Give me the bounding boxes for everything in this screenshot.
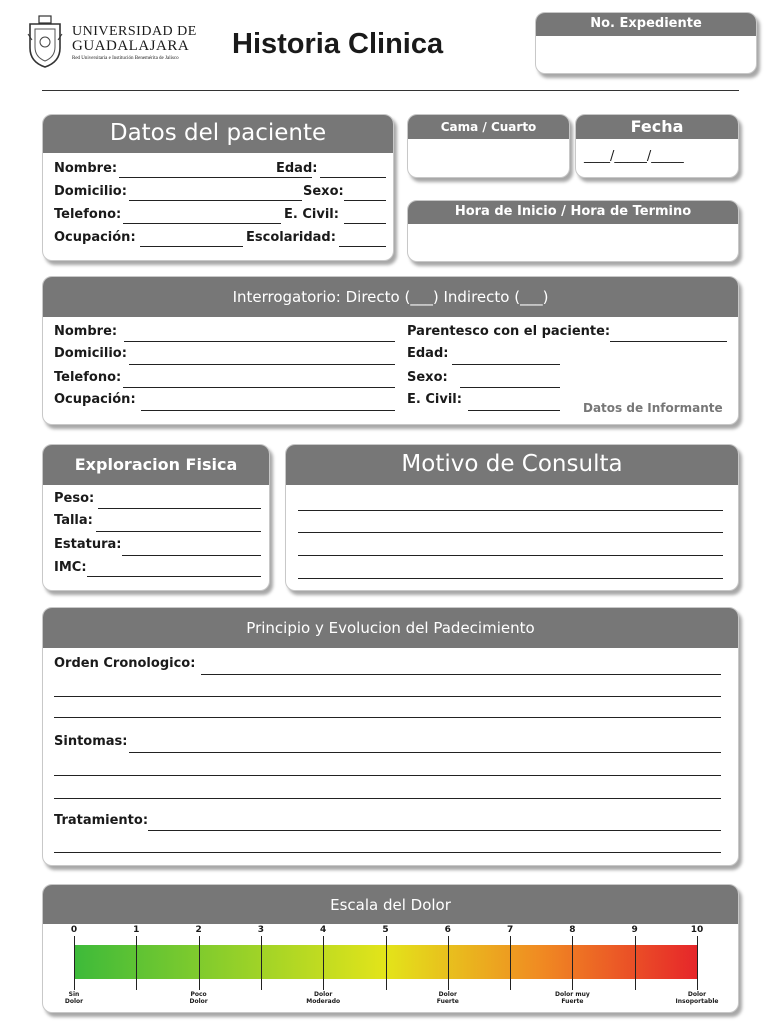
hora-field[interactable] <box>412 226 734 258</box>
inf-nombre-label: Nombre: <box>54 324 118 339</box>
fecha-box <box>575 114 739 178</box>
logo-line-2: GUADALAJARA <box>72 38 190 54</box>
pain-scale-tick <box>635 936 636 990</box>
pain-scale-tick <box>74 936 75 990</box>
patient-data-title: Datos del paciente <box>43 115 393 153</box>
header-divider <box>42 90 739 91</box>
patient-ocupacion-field[interactable] <box>140 246 243 247</box>
exploracion-title: Exploracion Fisica <box>43 445 269 485</box>
peso-label: Peso: <box>54 491 95 506</box>
tratamiento-label: Tratamiento: <box>54 813 149 828</box>
patient-telefono-label: Telefono: <box>54 207 122 222</box>
principio-title: Principio y Evolucion del Padecimiento <box>43 608 738 648</box>
pain-scale-tick <box>323 936 324 990</box>
motivo-title: Motivo de Consulta <box>286 445 738 485</box>
principio-box <box>42 607 739 866</box>
inf-nombre-field[interactable] <box>124 341 395 342</box>
peso-field[interactable] <box>98 508 261 509</box>
inf-civil-field[interactable] <box>468 410 560 411</box>
inf-edad-field[interactable] <box>452 364 560 365</box>
patient-escolaridad-label: Escolaridad: <box>246 230 336 245</box>
pain-scale-tick <box>448 936 449 990</box>
inf-sexo-label: Sexo: <box>407 370 448 385</box>
orden-field[interactable] <box>201 674 721 675</box>
pain-level-label: Dolor muy Fuerte <box>555 991 590 1005</box>
pain-level-label: Dolor Fuerte <box>436 991 459 1005</box>
inf-telefono-label: Telefono: <box>54 370 122 385</box>
patient-data-box <box>42 114 394 261</box>
talla-label: Talla: <box>54 513 93 528</box>
sintomas-label: Sintomas: <box>54 734 128 749</box>
patient-escolaridad-field[interactable] <box>339 246 386 247</box>
principio-line[interactable] <box>54 852 721 853</box>
tratamiento-field[interactable] <box>148 830 721 831</box>
pain-scale-tick <box>136 936 137 990</box>
patient-edad-label: Edad: <box>276 161 318 176</box>
pain-scale-number: 2 <box>195 925 202 935</box>
patient-ocupacion-label: Ocupación: <box>54 230 136 245</box>
estatura-field[interactable] <box>122 555 261 556</box>
inf-ocupacion-label: Ocupación: <box>54 392 136 407</box>
pain-scale-number: 7 <box>506 925 514 935</box>
patient-nombre-label: Nombre: <box>54 161 118 176</box>
inf-parentesco-field[interactable] <box>610 341 727 342</box>
pain-level-label: Poco Dolor <box>189 991 208 1005</box>
hora-label: Hora de Inicio / Hora de Termino <box>408 201 738 224</box>
principio-line[interactable] <box>54 696 721 697</box>
pain-scale-tick <box>261 936 262 990</box>
patient-edad-field[interactable] <box>320 177 386 178</box>
patient-sexo-label: Sexo: <box>303 184 344 199</box>
principio-line[interactable] <box>54 775 721 776</box>
pain-scale-tick <box>510 936 511 990</box>
inf-domicilio-field[interactable] <box>129 364 395 365</box>
fecha-label: Fecha <box>576 115 738 139</box>
interrogatorio-title: Interrogatorio: Directo (___) Indirecto (___) <box>43 277 738 317</box>
expediente-box <box>535 12 757 74</box>
pain-scale-number: 10 <box>690 925 704 935</box>
imc-label: IMC: <box>54 560 87 575</box>
expediente-label: No. Expediente <box>536 13 756 36</box>
pain-scale-number: 8 <box>569 925 576 935</box>
informante-caption: Datos de Informante <box>583 401 723 415</box>
pain-level-label: Dolor Moderado <box>306 991 341 1005</box>
pain-level-label: Dolor Insoportable <box>675 991 719 1005</box>
principio-line[interactable] <box>54 717 721 718</box>
pain-scale-number: 5 <box>382 925 389 935</box>
inf-domicilio-label: Domicilio: <box>54 346 127 361</box>
inf-parentesco-label: Parentesco con el paciente: <box>407 324 611 339</box>
patient-sexo-field[interactable] <box>344 200 386 201</box>
pain-scale-tick <box>199 936 200 990</box>
university-logo <box>26 14 198 70</box>
cama-label: Cama / Cuarto <box>408 115 569 139</box>
pain-scale-number: 6 <box>444 925 451 935</box>
pain-scale <box>43 885 738 1012</box>
inf-sexo-field[interactable] <box>460 387 560 388</box>
pain-scale-number: 1 <box>133 925 140 935</box>
motivo-line[interactable] <box>298 578 723 579</box>
patient-domicilio-label: Domicilio: <box>54 184 127 199</box>
inf-civil-label: E. Civil: <box>407 392 462 407</box>
fecha-field[interactable]: ____/_____/_____ <box>584 149 684 164</box>
page-title: Historia Clinica <box>232 28 444 60</box>
university-seal-icon <box>26 14 64 68</box>
exploracion-box <box>42 444 270 591</box>
pain-level-label: Sin Dolor <box>64 991 84 1005</box>
interrogatorio-box <box>42 276 739 425</box>
pain-scale-number: 3 <box>257 925 265 935</box>
patient-domicilio-field[interactable] <box>129 200 302 201</box>
estatura-label: Estatura: <box>54 537 122 552</box>
cama-box <box>407 114 570 178</box>
motivo-box <box>285 444 739 591</box>
talla-field[interactable] <box>96 531 261 532</box>
patient-nombre-field[interactable] <box>119 177 312 178</box>
inf-ocupacion-field[interactable] <box>141 410 395 411</box>
pain-scale-tick <box>572 936 573 990</box>
inf-telefono-field[interactable] <box>123 387 395 388</box>
motivo-line[interactable] <box>298 555 723 556</box>
escala-title: Escala del Dolor <box>43 885 738 924</box>
logo-tagline: Red Universitaria e Institución Benemérita de Jalisco <box>72 56 179 61</box>
sintomas-field[interactable] <box>129 752 721 753</box>
pain-scale-number: 4 <box>320 925 327 935</box>
orden-label: Orden Cronologico: <box>54 656 196 671</box>
imc-field[interactable] <box>87 576 261 577</box>
logo-line-1: UNIVERSIDAD DE <box>72 24 197 39</box>
cama-field[interactable] <box>412 141 565 174</box>
motivo-line[interactable] <box>298 532 723 533</box>
inf-edad-label: Edad: <box>407 346 449 361</box>
expediente-field[interactable] <box>540 38 752 70</box>
pain-scale-tick <box>697 936 698 990</box>
hora-box <box>407 200 739 262</box>
pain-scale-tick <box>386 936 387 990</box>
escala-box <box>42 884 739 1013</box>
pain-scale-number: 0 <box>70 925 78 935</box>
patient-telefono-field[interactable] <box>123 223 281 224</box>
motivo-line[interactable] <box>298 510 723 511</box>
patient-civil-label: E. Civil: <box>284 207 339 222</box>
pain-scale-number: 9 <box>631 925 638 935</box>
patient-civil-field[interactable] <box>344 223 386 224</box>
principio-line[interactable] <box>54 798 721 799</box>
